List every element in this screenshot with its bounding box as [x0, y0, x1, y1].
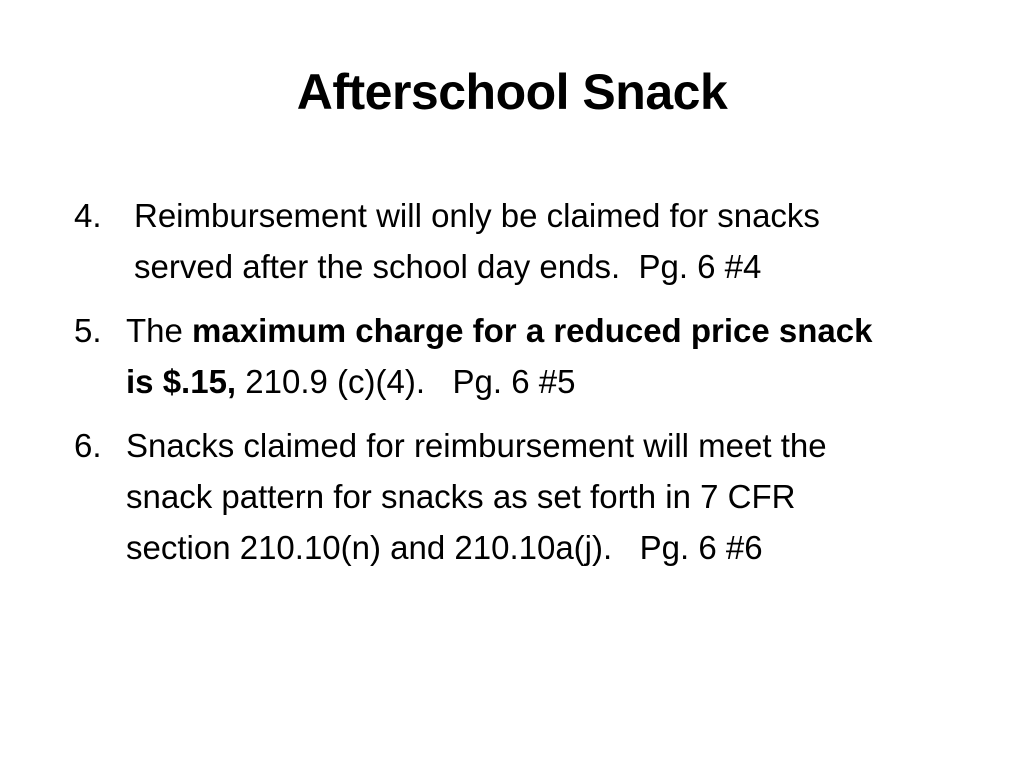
list-item — [74, 190, 974, 292]
list-item-text — [74, 305, 974, 407]
slide-title: Afterschool Snack — [296, 64, 728, 120]
slide-body — [74, 190, 974, 586]
list-item-text — [74, 190, 974, 292]
list-item — [74, 420, 974, 573]
list-item-line: Snacks claimed for reimbursement will meet the — [126, 427, 827, 464]
list-item-suffix: 210.9 (c)(4). Pg. 6 #5 — [236, 363, 576, 400]
list-item-line: served after the school day ends. Pg. 6 #4 — [134, 248, 762, 285]
list-item-number: 6. — [74, 427, 102, 464]
list-item-line: section 210.10(n) and 210.10a(j). Pg. 6 #6 — [126, 529, 763, 566]
list-item-number: 5. — [74, 312, 102, 349]
list-item-line: snack pattern for snacks as set forth in 7 CFR — [126, 478, 796, 515]
list-item-prefix: The — [126, 312, 193, 349]
list-item — [74, 305, 974, 407]
list-item-bold-text: is $.15, — [126, 363, 237, 400]
list-item-line: Reimbursement will only be claimed for snacks — [134, 197, 820, 234]
list-item-bold-text: maximum charge for a reduced price snack — [192, 312, 873, 349]
list-item-text — [74, 420, 974, 573]
list-item-number: 4. — [74, 197, 102, 234]
